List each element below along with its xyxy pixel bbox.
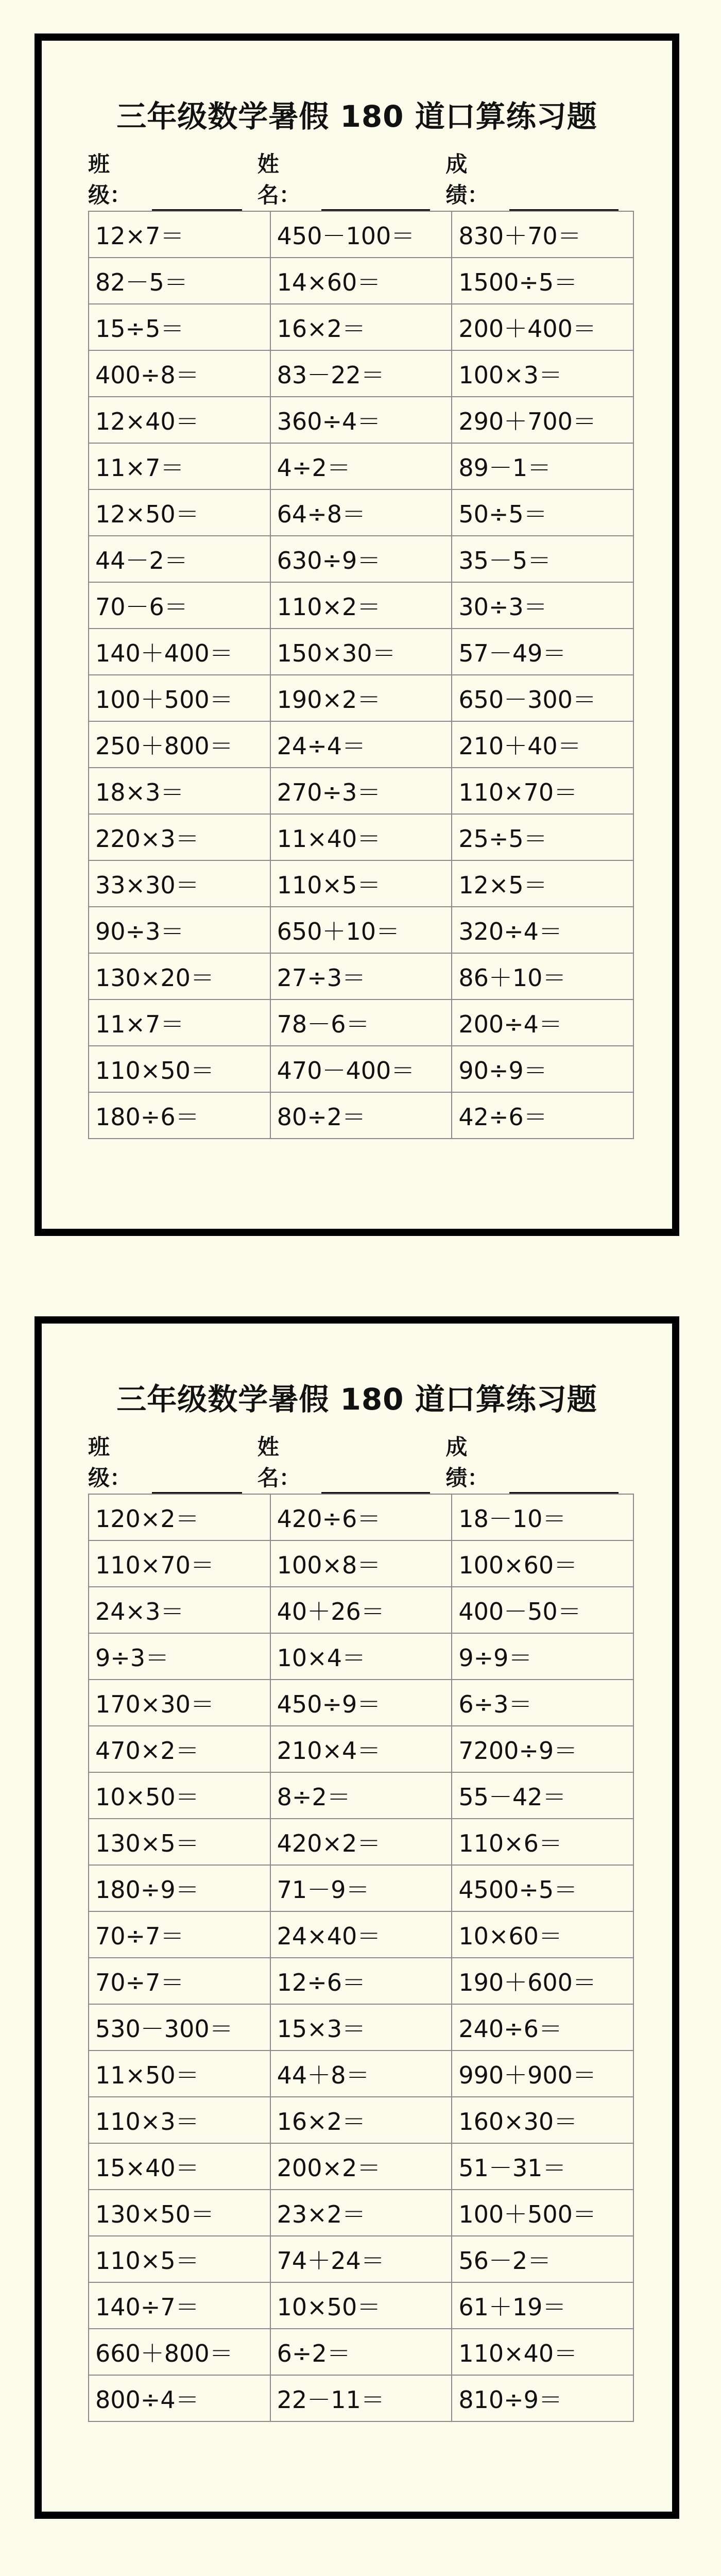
- problem-cell[interactable]: 90÷3＝: [89, 907, 270, 953]
- table-row: [89, 1911, 633, 1958]
- problem-cell[interactable]: 140÷7＝: [89, 2282, 270, 2329]
- problem-cell[interactable]: 200×2＝: [270, 2143, 452, 2190]
- answer-blank[interactable]: [152, 1466, 242, 1494]
- problem-cell[interactable]: 56－2＝: [452, 2236, 633, 2282]
- problem-cell[interactable]: 70÷7＝: [89, 1958, 270, 2004]
- problem-cell[interactable]: 25÷5＝: [452, 814, 633, 860]
- problem-cell[interactable]: 24×3＝: [89, 1587, 270, 1633]
- problem-cell[interactable]: 660＋800＝: [89, 2329, 270, 2375]
- problem-cell[interactable]: 210×4＝: [270, 1726, 452, 1772]
- problem-cell[interactable]: 270÷3＝: [270, 768, 452, 814]
- problem-cell[interactable]: 12÷6＝: [270, 1958, 452, 2004]
- problem-cell[interactable]: 650－300＝: [452, 675, 633, 721]
- problem-cell[interactable]: 110×2＝: [270, 582, 452, 629]
- problem-cell[interactable]: 30÷3＝: [452, 582, 633, 629]
- problem-cell[interactable]: 78－6＝: [270, 999, 452, 1046]
- problem-cell[interactable]: 57－49＝: [452, 629, 633, 675]
- problem-cell[interactable]: 470×2＝: [89, 1726, 270, 1772]
- problem-cell[interactable]: 320÷4＝: [452, 907, 633, 953]
- info-field-3[interactable]: [445, 149, 619, 211]
- answer-blank[interactable]: [321, 183, 431, 211]
- problem-cell[interactable]: 110×3＝: [89, 2097, 270, 2143]
- problem-cell[interactable]: 15×40＝: [89, 2143, 270, 2190]
- problem-cell[interactable]: 4500÷5＝: [452, 1865, 633, 1911]
- problem-cell[interactable]: 23×2＝: [270, 2190, 452, 2236]
- info-field-3[interactable]: [445, 1432, 619, 1494]
- problem-cell[interactable]: 110×70＝: [452, 768, 633, 814]
- problem-cell[interactable]: 250＋800＝: [89, 721, 270, 768]
- problem-cell[interactable]: 44＋8＝: [270, 2050, 452, 2097]
- problem-cell[interactable]: 110×50＝: [89, 1046, 270, 1092]
- table-row: [89, 1046, 633, 1092]
- problem-cell[interactable]: 800÷4＝: [89, 2375, 270, 2421]
- problem-cell[interactable]: 12×40＝: [89, 397, 270, 443]
- problem-cell[interactable]: 14×60＝: [270, 258, 452, 304]
- problem-cell[interactable]: 89－1＝: [452, 443, 633, 489]
- problem-cell[interactable]: 180÷9＝: [89, 1865, 270, 1911]
- table-row: [89, 2190, 633, 2236]
- problem-cell[interactable]: 530－300＝: [89, 2004, 270, 2050]
- table-row: [89, 1680, 633, 1726]
- problem-cell[interactable]: 110×40＝: [452, 2329, 633, 2375]
- table-row: [89, 2282, 633, 2329]
- problem-cell[interactable]: 470－400＝: [270, 1046, 452, 1092]
- problem-cell[interactable]: 70÷7＝: [89, 1911, 270, 1958]
- problem-grid: [88, 1494, 634, 2422]
- problem-cell[interactable]: 82－5＝: [89, 258, 270, 304]
- table-row: [89, 2050, 633, 2097]
- problem-cell[interactable]: 83－22＝: [270, 350, 452, 397]
- problem-cell[interactable]: 11×7＝: [89, 443, 270, 489]
- problem-cell[interactable]: 7200÷9＝: [452, 1726, 633, 1772]
- info-label: 成绩：: [445, 151, 489, 208]
- table-row: [89, 1587, 633, 1633]
- problem-cell[interactable]: 160×30＝: [452, 2097, 633, 2143]
- problem-cell[interactable]: 15÷5＝: [89, 304, 270, 350]
- problem-cell[interactable]: 90÷9＝: [452, 1046, 633, 1092]
- table-row: [89, 999, 633, 1046]
- problem-cell[interactable]: 10×50＝: [270, 2282, 452, 2329]
- table-row: [89, 629, 633, 675]
- student-info-row: [88, 149, 634, 211]
- problem-cell[interactable]: 27÷3＝: [270, 953, 452, 999]
- problem-cell[interactable]: 100×60＝: [452, 1540, 633, 1587]
- problem-cell[interactable]: 140＋400＝: [89, 629, 270, 675]
- problem-cell[interactable]: 290＋700＝: [452, 397, 633, 443]
- table-row: [89, 1726, 633, 1772]
- info-label: 姓名：: [257, 151, 301, 208]
- table-row: [89, 443, 633, 489]
- problem-cell[interactable]: 80÷2＝: [270, 1092, 452, 1139]
- problem-cell[interactable]: 10×50＝: [89, 1772, 270, 1819]
- problem-cell[interactable]: 18－10＝: [452, 1494, 633, 1540]
- table-row: [89, 2329, 633, 2375]
- answer-blank[interactable]: [321, 1466, 431, 1494]
- problem-cell[interactable]: 64÷8＝: [270, 489, 452, 536]
- problem-cell[interactable]: 35－5＝: [452, 536, 633, 582]
- problem-cell[interactable]: 12×5＝: [452, 860, 633, 907]
- problem-cell[interactable]: 71－9＝: [270, 1865, 452, 1911]
- problem-cell[interactable]: 200÷4＝: [452, 999, 633, 1046]
- problem-grid: [88, 211, 634, 1139]
- table-row: [89, 2375, 633, 2421]
- problem-cell[interactable]: 360÷4＝: [270, 397, 452, 443]
- table-row: [89, 768, 633, 814]
- problem-cell[interactable]: 9÷9＝: [452, 1633, 633, 1680]
- table-row: [89, 582, 633, 629]
- problem-cell[interactable]: 16×2＝: [270, 2097, 452, 2143]
- problem-cell[interactable]: 100＋500＝: [452, 2190, 633, 2236]
- table-row: [89, 1819, 633, 1865]
- problem-cell[interactable]: 400－50＝: [452, 1587, 633, 1633]
- problem-cell[interactable]: 100×8＝: [270, 1540, 452, 1587]
- worksheet-title: 三年级数学暑假 180 道口算练习题: [116, 1382, 597, 1417]
- table-row: [89, 860, 633, 907]
- table-row: [89, 1092, 633, 1139]
- table-row: [89, 536, 633, 582]
- problem-cell[interactable]: 10×60＝: [452, 1911, 633, 1958]
- problem-cell[interactable]: 110×5＝: [270, 860, 452, 907]
- problem-cell[interactable]: 110×70＝: [89, 1540, 270, 1587]
- info-field-1[interactable]: [88, 1432, 242, 1494]
- problem-cell[interactable]: 11×50＝: [89, 2050, 270, 2097]
- problem-cell[interactable]: 12×7＝: [89, 211, 270, 258]
- table-row: [89, 258, 633, 304]
- problem-cell[interactable]: 6÷3＝: [452, 1680, 633, 1726]
- problem-cell[interactable]: 4÷2＝: [270, 443, 452, 489]
- table-row: [89, 1540, 633, 1587]
- answer-blank[interactable]: [509, 1466, 619, 1494]
- problem-cell[interactable]: 33×30＝: [89, 860, 270, 907]
- problem-cell[interactable]: 650＋10＝: [270, 907, 452, 953]
- answer-blank[interactable]: [152, 183, 242, 211]
- info-field-1[interactable]: [88, 149, 242, 211]
- problem-cell[interactable]: 22－11＝: [270, 2375, 452, 2421]
- table-row: [89, 1494, 633, 1540]
- problem-cell[interactable]: 130×20＝: [89, 953, 270, 999]
- table-row: [89, 2236, 633, 2282]
- table-row: [89, 675, 633, 721]
- problem-cell[interactable]: 1500÷5＝: [452, 258, 633, 304]
- problem-cell[interactable]: 50÷5＝: [452, 489, 633, 536]
- problem-cell[interactable]: 11×7＝: [89, 999, 270, 1046]
- problem-cell[interactable]: 240÷6＝: [452, 2004, 633, 2050]
- problem-cell[interactable]: 15×3＝: [270, 2004, 452, 2050]
- student-info-row: [88, 1432, 634, 1494]
- table-row: [89, 953, 633, 999]
- info-label: 班级：: [88, 1434, 132, 1490]
- problem-cell[interactable]: 210＋40＝: [452, 721, 633, 768]
- table-row: [89, 907, 633, 953]
- problem-cell[interactable]: 12×50＝: [89, 489, 270, 536]
- table-row: [89, 350, 633, 397]
- problem-cell[interactable]: 150×30＝: [270, 629, 452, 675]
- problem-cell[interactable]: 24÷4＝: [270, 721, 452, 768]
- table-row: [89, 1772, 633, 1819]
- problem-cell[interactable]: 120×2＝: [89, 1494, 270, 1540]
- problem-cell[interactable]: 51－31＝: [452, 2143, 633, 2190]
- problem-cell[interactable]: 200＋400＝: [452, 304, 633, 350]
- problem-cell[interactable]: 630÷9＝: [270, 536, 452, 582]
- problem-cell[interactable]: 420÷6＝: [270, 1494, 452, 1540]
- table-row: [89, 1865, 633, 1911]
- table-row: [89, 2143, 633, 2190]
- problem-cell[interactable]: 830＋70＝: [452, 211, 633, 258]
- problem-cell[interactable]: 44－2＝: [89, 536, 270, 582]
- worksheet-2: [35, 1316, 679, 2519]
- info-field-2[interactable]: [258, 149, 431, 211]
- info-label: 成绩：: [445, 1434, 489, 1490]
- problem-cell[interactable]: 40＋26＝: [270, 1587, 452, 1633]
- problem-cell[interactable]: 42÷6＝: [452, 1092, 633, 1139]
- problem-cell[interactable]: 61＋19＝: [452, 2282, 633, 2329]
- problem-cell[interactable]: 170×30＝: [89, 1680, 270, 1726]
- problem-cell[interactable]: 24×40＝: [270, 1911, 452, 1958]
- problem-cell[interactable]: 420×2＝: [270, 1819, 452, 1865]
- problem-cell[interactable]: 190×2＝: [270, 675, 452, 721]
- table-row: [89, 1633, 633, 1680]
- answer-blank[interactable]: [509, 183, 619, 211]
- problem-cell[interactable]: 190＋600＝: [452, 1958, 633, 2004]
- info-field-2[interactable]: [258, 1432, 431, 1494]
- problem-cell[interactable]: 74＋24＝: [270, 2236, 452, 2282]
- problem-cell[interactable]: 100×3＝: [452, 350, 633, 397]
- problem-cell[interactable]: 450÷9＝: [270, 1680, 452, 1726]
- info-label: 班级：: [88, 151, 132, 208]
- problem-cell[interactable]: 6÷2＝: [270, 2329, 452, 2375]
- problem-cell[interactable]: 130×50＝: [89, 2190, 270, 2236]
- table-row: [89, 397, 633, 443]
- problem-cell[interactable]: 100＋500＝: [89, 675, 270, 721]
- problem-cell[interactable]: 55－42＝: [452, 1772, 633, 1819]
- table-row: [89, 2097, 633, 2143]
- problem-cell[interactable]: 450－100＝: [270, 211, 452, 258]
- problem-cell[interactable]: 180÷6＝: [89, 1092, 270, 1139]
- problem-cell[interactable]: 8÷2＝: [270, 1772, 452, 1819]
- table-row: [89, 814, 633, 860]
- problem-cell[interactable]: 110×5＝: [89, 2236, 270, 2282]
- table-row: [89, 304, 633, 350]
- table-row: [89, 2004, 633, 2050]
- problem-cell[interactable]: 220×3＝: [89, 814, 270, 860]
- table-row: [89, 211, 633, 258]
- table-row: [89, 489, 633, 536]
- problem-cell[interactable]: 990＋900＝: [452, 2050, 633, 2097]
- problem-cell[interactable]: 18×3＝: [89, 768, 270, 814]
- worksheet-title: 三年级数学暑假 180 道口算练习题: [116, 99, 597, 134]
- problem-cell[interactable]: 10×4＝: [270, 1633, 452, 1680]
- table-row: [89, 721, 633, 768]
- problem-cell[interactable]: 400÷8＝: [89, 350, 270, 397]
- problem-cell[interactable]: 110×6＝: [452, 1819, 633, 1865]
- worksheet-1: [35, 33, 679, 1236]
- problem-cell[interactable]: 9÷3＝: [89, 1633, 270, 1680]
- table-row: [89, 1958, 633, 2004]
- problem-cell[interactable]: 16×2＝: [270, 304, 452, 350]
- problem-cell[interactable]: 11×40＝: [270, 814, 452, 860]
- problem-cell[interactable]: 130×5＝: [89, 1819, 270, 1865]
- problem-cell[interactable]: 810÷9＝: [452, 2375, 633, 2421]
- problem-cell[interactable]: 86＋10＝: [452, 953, 633, 999]
- info-label: 姓名：: [257, 1434, 301, 1490]
- problem-cell[interactable]: 70－6＝: [89, 582, 270, 629]
